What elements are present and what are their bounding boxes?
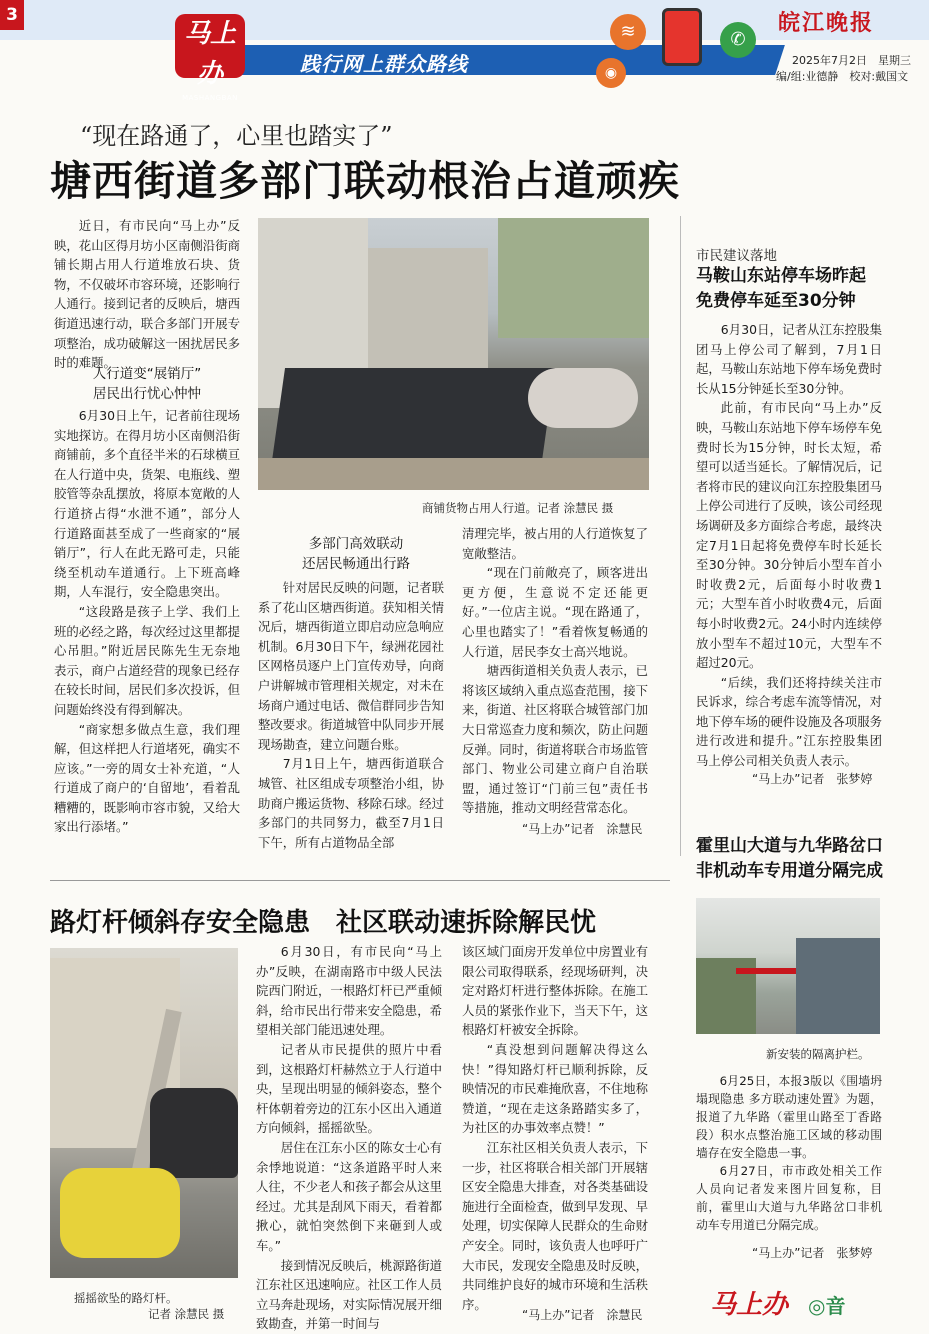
- story2-photo-caption: 摇摇欲坠的路灯杆。: [74, 1291, 178, 1305]
- paragraph: “商家想多做点生意，我们理解，但这样把人行道堵死，确实不应该。”一旁的周女士补充道，“人行道成了商户的‘自留地’，看着乱糟糟的，既影响市容市貌，又给大家出行添堵。”: [54, 721, 240, 835]
- side1-body: [696, 320, 882, 771]
- parked-car: [150, 1088, 238, 1178]
- covered-goods: [271, 368, 555, 468]
- paragraph: 6月30日上午，记者前往现场实地探访。在得月坊小区南侧沿街商铺前，多个直径半米的石球横亘在人行道中央，货架、电瓶线、塑胶管等杂乱摆放，将原本宽敞的人行道挤占得“水泄不通”，部分人行道路面甚至成了一些商家的“展销厅”，行人在此无路可走，只能绕至机动车道通行。上下班高峰期，人车混行，安全隐患突出。: [54, 408, 240, 600]
- paragraph: 6月30日，有市民向“马上办”反映，在湖南路市中级人民法院西门附近，一根路灯杆已严重倾斜，给市民出行带来安全隐患，希望相关部门能迅速处理。: [256, 944, 442, 1038]
- story1-subhead1: [54, 364, 240, 404]
- fence-wall: [796, 938, 880, 1034]
- column-divider: [680, 216, 681, 856]
- side2-photo: [696, 898, 880, 1034]
- story1-kicker: “现在路通了，心里也踏实了”: [80, 122, 393, 150]
- section-divider: [50, 880, 670, 881]
- side1-title-line1: 马鞍山东站停车场昨起: [696, 266, 866, 286]
- paragraph: 该区域门面房开发单位中房置业有限公司取得联系，经现场研判，决定对路灯杆进行整体拆除。在施工人员的紧张作业下，当天下午，这根路灯杆被安全拆除。: [462, 944, 648, 1038]
- story1-byline: “马上办”记者 涂慧民: [522, 822, 643, 836]
- editor-line: 编/组:业德静 校对:戴国文: [776, 70, 909, 83]
- mashangban-logo: [175, 14, 245, 102]
- dateline: 2025年7月2日 星期三: [792, 54, 911, 67]
- tree-foliage: [498, 218, 649, 338]
- masthead: 皖江晚报: [778, 10, 875, 36]
- story1-subhead1-line1: 人行道变“展销厅”: [92, 366, 202, 382]
- footer-logo: 马上办: [710, 1290, 789, 1320]
- paragraph: 江东社区相关负责人表示，下一步，社区将联合相关部门开展辖区安全隐患大排查，对各类基础设施进行全面检查，做到早发现、早处理，切实保障人民群众的生命财产安全。同时，该负责人也呼吁广大市民，发现安全隐患及时反映，共同维护良好的城市环境和生活秩序。: [462, 1139, 648, 1312]
- side2-title: [696, 834, 896, 884]
- side2-title-line2: 非机动车专用道分隔完成: [696, 861, 883, 881]
- story1-col2: [258, 578, 444, 852]
- paragraph: 6月27日，市市政处相关工作人员向记者发来图片回复称，目前，霍里山大道与九华路岔口非机动车专用道已分隔完成。: [696, 1164, 882, 1232]
- paragraph: 清理完毕，被占用的人行道恢复了宽敞整洁。: [462, 526, 648, 561]
- paragraph: 居住在江东小区的陈女士心有余悸地说道：“这条道路平时人来人往，不少老人和孩子都会从这里经过。尤其是刮风下雨天，看着都揪心，就怕突然倒下来砸到人或车。”: [256, 1139, 442, 1253]
- story1-photo-caption: 商铺货物占用人行道。记者 涂慧民 摄: [422, 501, 614, 515]
- pavement: [258, 458, 649, 490]
- paragraph: 此前，有市民向“马上办”反映，马鞍山东站地下停车场停车免费时长为15分钟，时长太短，希望可以适当延长。了解情况后，记者将市民的建议向江东控股集团马上停公司进行了反映，该公司经现场调研及多方面综合考虑，最终决定7月1日起将免费停车时长延长至30分钟。30分钟后小型车首小时收费2元，后面每小时收费1元；大型车首小时收费4元，后面每小时收费2元。24小时内连续停放小型车不超过10元，大型车不超过20元。: [696, 400, 882, 671]
- paragraph: 针对居民反映的问题，记者联系了花山区塘西街道。获知相关情况后，塘西街道立即启动应急响应机制。6月30日下午，绿洲花园社区网格员逐户上门宣传劝导，向商户讲解城市管理相关规定，对未在场商户通过电话、微信群同步告知整改要求。街道城管中队同步开展现场勘查，建立问题台账。: [258, 580, 444, 752]
- paragraph: 6月25日，本报3版以《围墙坍塌现隐患 多方联动速处置》为题，报道了九华路（霍里山路至丁香路段）积水点整治施工区域的移动围墙存在安全隐患一事。: [696, 1074, 882, 1160]
- story1-subhead1-line2: 居民出行忧心忡忡: [93, 386, 201, 402]
- side2-photo-caption: 新安装的隔离护栏。: [766, 1047, 870, 1061]
- side1-title-line2: 免费停车延至30分钟: [696, 291, 856, 311]
- building-facade: [368, 248, 488, 378]
- wifi-icon: ≋: [610, 14, 646, 50]
- paragraph: 记者从市民提供的照片中看到，这根路灯杆赫然立于人行道中央，呈现出明显的倾斜姿态，整个杆体朝着旁边的江东小区出入通道方向倾斜，摇摇欲坠。: [256, 1041, 442, 1136]
- weibo-icon: ◉: [596, 58, 626, 88]
- paragraph: “真没想到问题解决得这么快！”得知路灯杆已顺利拆除，反映情况的市民难掩欣喜，不住地称赞道，“现在走这条路踏实多了，为社区的办事效率点赞！”: [462, 1041, 648, 1136]
- paragraph: 塘西街道相关负责人表示，已将该区域纳入重点巡查范围，接下来，街道、社区将联合城管部门加大日常巡查力度和频次，防止问题反弹。同时，街道将联合市场监管部门、物业公司建立商户自治联盟，通过签订“门前三包”责任书等措施，推动文明经营常态化。: [462, 663, 648, 816]
- story1-photo: [258, 218, 649, 490]
- paragraph: “这段路是孩子上学、我们上班的必经之路，每次经过这里都提心吊胆。”附近居民陈先生无奈地表示，商户占道经营的现象已经存在较长时间，居民们多次投诉，但问题始终没有得到解决。: [54, 603, 240, 717]
- paragraph: 7月1日上午，塘西街道联合城管、社区组成专项整治小组，协助商户搬运货物、移除石球。经过多部门的共同努力，截至7月1日下午，所有占道物品全部: [258, 756, 444, 850]
- page-number: 3: [0, 0, 24, 30]
- paragraph: 6月30日，记者从江东控股集团马上停公司了解到，7月1日起，马鞍山东站地下停车场免费时长从15分钟延长至30分钟。: [696, 322, 882, 396]
- story1-subhead2-line2: 还居民畅通出行路: [302, 556, 410, 572]
- side2-title-line1: 霍里山大道与九华路岔口: [696, 836, 883, 856]
- footer-audio: ◎音: [808, 1294, 846, 1318]
- story1-title: 塘西街道多部门联动根治占道顽疾: [50, 157, 680, 205]
- story2-photo: [50, 948, 238, 1278]
- side2-byline: “马上办”记者 张梦婷: [752, 1246, 873, 1260]
- story2-byline: “马上办”记者 涂慧民: [522, 1308, 643, 1322]
- story1-col1: [54, 406, 240, 837]
- barrier-rail: [736, 968, 796, 974]
- call-icon: ✆: [720, 22, 756, 58]
- story1-subhead2-line1: 多部门高效联动: [308, 536, 404, 552]
- story2-photo-credit: 记者 涂慧民 摄: [148, 1307, 225, 1321]
- story1-col3: [462, 524, 648, 818]
- goods-pile: [528, 368, 638, 428]
- logo-sub: MASHANGBAN: [182, 94, 238, 102]
- story1-intro: 近日，有市民向“马上办”反映，花山区得月坊小区南侧沿街商铺长期占用人行道堆放石块、货物，不仅破坏市容环境，还影响行人通行。接到记者的反映后，塘西街道迅速行动，联合多部门开展专项整治，成功破解这一困扰居民多时的难题。: [54, 218, 240, 371]
- header-slogan: 践行网上群众路线: [300, 52, 468, 76]
- story2-title: 路灯杆倾斜存安全隐患 社区联动速拆除解民忧: [50, 908, 597, 938]
- paragraph: “后续，我们还将持续关注市民诉求，综合考虑车流等情况，对地下停车场的硬件设施及各项服务进行改进和提升。”江东控股集团马上停公司相关负责人表示。: [696, 674, 882, 769]
- story2-col1: [256, 942, 442, 1334]
- side1-title: [696, 264, 896, 314]
- phone-icon: [662, 8, 702, 66]
- paragraph: “现在门前敞亮了，顾客进出更方便，生意说不定还能更好。”一位店主说。“现在路通了，心里也踏实了！”看着恢复畅通的人行道，居民李女士高兴地说。: [462, 565, 648, 659]
- story2-col2: [462, 942, 648, 1314]
- yellow-scooter: [60, 1168, 180, 1258]
- side1-kicker: 市民建议落地: [696, 248, 777, 264]
- story1-subhead2: [258, 534, 454, 574]
- side2-body: [696, 1072, 882, 1234]
- logo-text: 马上办: [183, 19, 236, 89]
- side1-byline: “马上办”记者 张梦婷: [752, 772, 873, 786]
- paragraph: 接到情况反映后，桃源路街道江东社区迅速响应。社区工作人员立马奔赴现场，对实际情况展开细致勘查，并第一时间与: [256, 1257, 442, 1332]
